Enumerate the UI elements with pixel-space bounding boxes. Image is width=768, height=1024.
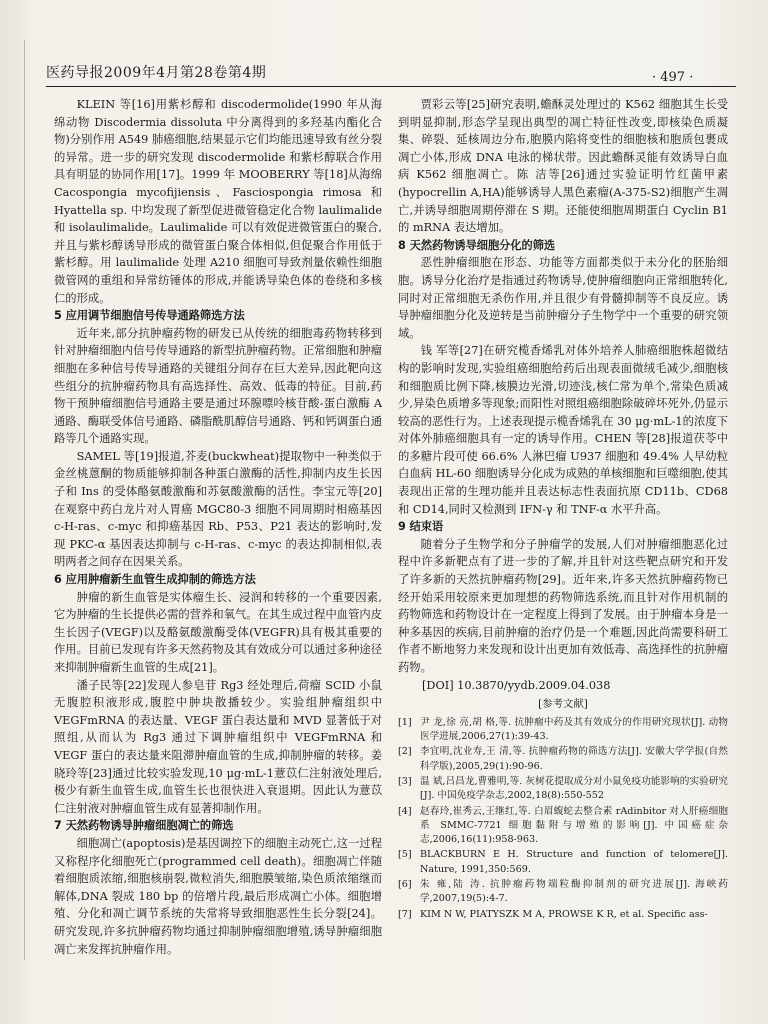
reference-text: BLACKBURN E H. Structure and function of telomere[J]. Nature, 1991,350:569. (420, 849, 728, 875)
page-edge-line (24, 40, 25, 960)
section-heading: 6 应用肿瘤新生血管生成抑制的筛选方法 (54, 573, 256, 587)
reference-number: [5] (398, 849, 412, 861)
reference-number: [4] (398, 805, 412, 817)
body-paragraph: 钱 军等[27]在研究榄香烯乳对体外培养人肺癌细胞株超微结构的影响时发现,实验组癌细胞给药后出现表面微绒毛减少,细胞核和细胞质比例下降,核膜边光滑,切迹浅,核仁常为单个,常染色质减少,异染色质增多等现象;而阳性对照组癌细胞除破碎坏死外,仍显示较高的恶性行为。上述表现提示榄香烯乳在 30 μg·mL-1的浓度下对体外肺癌细胞具有一定的诱导作用。CHEN 等[28]报道茯苓中的多糖片段可使 66.6% 人淋巴瘤 U937 细胞和 49.4% 人早幼粒白血病 HL-60 细胞诱导分化成为成熟的单核细胞和巨噬细胞,使其表现出正常的生理功能并且表达标志性表面抗原 CD11b、CD68 和 CD14,同时又检测到 IFN-γ 和 TNF-α 水平升高。 (398, 344, 728, 516)
reference-item (398, 908, 728, 922)
running-head: 医药导报2009年4月第28卷第4期 (46, 65, 267, 81)
reference-text: 赵春玲,崔秀云,王继红,等. 白眉蝮蛇去整合素 rAdinbitor 对人肝癌细胞系 SMMC-7721 细胞黏附与增殖的影响[J]. 中国癌症杂志,2006,16(11):958-963. (420, 805, 728, 846)
reference-text: 朱 雍,陆 涛. 抗肿瘤药物端粒酶抑制剂的研究进展[J]. 海峡药学,2007,19(5):4-7. (420, 879, 728, 905)
body-paragraph: 恶性肿瘤细胞在形态、功能等方面都类似于未分化的胚胎细胞。诱导分化治疗是指通过药物诱导,使肿瘤细胞向正常细胞转化,同时对正常细胞无杀伤作用,并且很少有骨髓抑制等不良反应。诱导肿瘤细胞分化及逆转是当前肿瘤分子生物学中一个重要的研究领域。 (398, 256, 728, 340)
reference-item (398, 775, 728, 804)
body-paragraph: 潘子民等[22]发现人参皂苷 Rg3 经处理后,荷瘤 SCID 小鼠无腹腔积液形成,腹腔中肿块散播较少。实验组肿瘤组织中 VEGFmRNA 的表达量、VEGF 蛋白表达量和 MVD 显著低于对照组,从而认为 Rg3 通过下调肿瘤组织中 VEGFmRNA 和 VEGF 蛋白的表达量来阻滞肿瘤血管的生成,抑制肿瘤的转移。姜晓玲等[23]通过比较实验发现,10 μg·mL-1薏苡仁注射液处理后,极少有新生血管生成,血管生长也很快进入衰退期。因此认为薏苡仁注射液对肿瘤血管生成有显著抑制作用。 (54, 678, 382, 815)
reference-item (398, 878, 728, 907)
reference-text: 温 斌,吕昌龙,曹雅明,等. 灰树花提取成分对小鼠免疫功能影响的实验研究[J]. 中国免疫学杂志,2002,18(8):550-552 (420, 775, 728, 802)
body-paragraph: 近年来,部分抗肿瘤药物的研发已从传统的细胞毒药物转移到针对肿瘤细胞内信号传导通路的新型抗肿瘤药物。正常细胞和肿瘤细胞在多种信号传导通路的关键组分间存在巨大差异,因此靶向这些组分的抗肿瘤药物具有高选择性、高效、低毒的特征。目前,药物干预肿瘤细胞信号通路主要是通过环腺嘌呤核苷酸-蛋白激酶 A 通路、酶联受体信号通路、磷脂酰肌醇信号通路、钙和钙调蛋白通路等几个通路实现。 (54, 326, 382, 446)
reference-number: [3] (398, 775, 412, 787)
reference-item (398, 745, 728, 774)
doi-line: [DOI] 10.3870/yydb.2009.04.038 (422, 678, 611, 692)
left-column (54, 96, 382, 958)
body-paragraph: 随着分子生物学和分子肿瘤学的发展,人们对肿瘤细胞恶化过程中许多新靶点有了进一步的了解,并且针对这些靶点研究和开发了许多新的天然抗肿瘤药物[29]。近年来,许多天然抗肿瘤药物已经开始采用较原来更加理想的药物筛选系统,而且针对作用机制的药物筛选和药物设计在一定程度上得到了发展。由于肿瘤本身是一种多基因的疾病,目前肿瘤的治疗仍是一个难题,因此尚需要科研工作者不断地努力来发现和设计出更加有效低毒、高选择性的抗肿瘤药物。 (398, 537, 728, 674)
reference-text: KIM N W, PIATYSZK M A, PROWSE K R, et al. Specific ass- (420, 908, 708, 920)
right-column (398, 96, 728, 923)
reference-item (398, 848, 728, 877)
section-heading: 7 天然药物诱导肿瘤细胞凋亡的筛选 (54, 819, 234, 833)
page-number: · 497 · (652, 70, 694, 85)
header-rule (46, 86, 736, 87)
section-heading: 8 天然药物诱导细胞分化的筛选 (398, 238, 556, 252)
reference-number: [1] (398, 716, 412, 728)
reference-number: [2] (398, 746, 412, 758)
body-paragraph: 细胞凋亡(apoptosis)是基因调控下的细胞主动死亡,这一过程又称程序化细胞死亡(programmed cell death)。细胞凋亡伴随着细胞质浓缩,细胞核崩裂,微粒消失,细胞膜皱缩,染色质浓缩继而解体,DNA 裂成 180 bp 的倍增片段,最后形成凋亡小体。细胞增殖、分化和凋亡调节系统的失常将导致细胞恶性生长分裂[24]。研究发现,许多抗肿瘤药物均通过抑制肿瘤细胞增殖,诱导肿瘤细胞凋亡来发挥抗肿瘤作用。 (54, 836, 382, 956)
body-paragraph: 肿瘤的新生血管是实体瘤生长、浸润和转移的一个重要因素,它为肿瘤的生长提供必需的营养和氧气。在其生成过程中血管内皮生长因子(VEGF)以及酪氨酸激酶受体(VEGFR)具有极其重要的作用。目前已发现有许多天然药物及其有效成分可以通过多种途径来抑制肿瘤新生血管的生成[21]。 (54, 590, 382, 674)
body-paragraph: 贾彩云等[25]研究表明,蟾酥灵处理过的 K562 细胞其生长受到明显抑制,形态学呈现出典型的凋亡特征性改变,即核染色质凝集、碎裂、延核周边分布,胞膜内陷将变性的细胞核和胞质包裹成凋亡小体,形成 DNA 电泳的梯状带。因此蟾酥灵能有效诱导白血病 K562 细胞凋亡。陈 洁等[26]通过实验证明竹红菌甲素(hypocrellin A,HA)能够诱导人黑色素瘤(A-375-S2)细胞产生凋亡,并诱导细胞周期停滞在 S 期。还能使细胞周期蛋白 Cyclin B1 的 mRNA 表达增加。 (398, 98, 728, 235)
references-title: [参考文献] (538, 698, 588, 711)
body-paragraph: KLEIN 等[16]用紫杉醇和 discodermolide(1990 年从海绵动物 Discodermia dissoluta 中分离得到的多羟基内酯化合物)分别作用 A549 肺癌细胞,结果显示它们均能迅速导致有丝分裂的异常。进一步的研究发现 discodermolide 和紫杉醇联合作用具有明显的协同作用[17]。1999 年 MOOBERRY 等[18]从海绵 Cacospongia mycofijiensis、Fasciospongia rimosa 和 Hyattella sp. 中均发现了新型促进微管稳定化合物 laulimalide 和 isolaulimalide。Laulimalide 可以有效促进微管蛋白的聚合,并且与紫杉醇诱导形成的微管蛋白聚合体相似,但促聚合作用低于紫杉醇。用 laulimalide 处理 A210 细胞可导致剂量依赖性细胞微管网的重组和异常纺锤体的形成,并能诱导染色体的卷绕和多核仁的形成。 (54, 98, 382, 305)
section-heading: 9 结束语 (398, 520, 444, 534)
reference-number: [7] (398, 908, 412, 920)
reference-item (398, 805, 728, 848)
body-paragraph: SAMEL 等[19]报道,芥麦(buckwheat)提取物中一种类似于金丝桃蒽酮的物质能够抑制各种蛋白激酶的活性,抑制内皮生长因子和 Ins 的受体酪氨酸激酶和苏氨酸激酶的活性。李宝元等[20]在观察中药白龙片对人胃癌 MGC80-3 细胞不同周期时相癌基因 c-H-ras、c-myc 和抑癌基因 Rb、P53、P21 表达的影响时,发现 PKC-α 基因表达抑制与 c-H-ras、c-myc 的表达抑制相似,表明两者之间存在因果关系。 (54, 449, 382, 569)
reference-number: [6] (398, 879, 412, 891)
reference-item (398, 716, 728, 745)
reference-text: 李宜明,沈业寿,王 清,等. 抗肿瘤药物的筛选方法[J]. 安徽大学学报(自然科学版),2005,29(1):90-96. (420, 746, 728, 772)
reference-text: 尹 龙,徐 亮,胡 格,等. 抗肿瘤中药及其有效成分的作用研究现状[J]. 动物医学进展,2006,27(1):39-43. (420, 716, 728, 743)
section-heading: 5 应用调节细胞信号传导通路筛选方法 (54, 309, 245, 323)
